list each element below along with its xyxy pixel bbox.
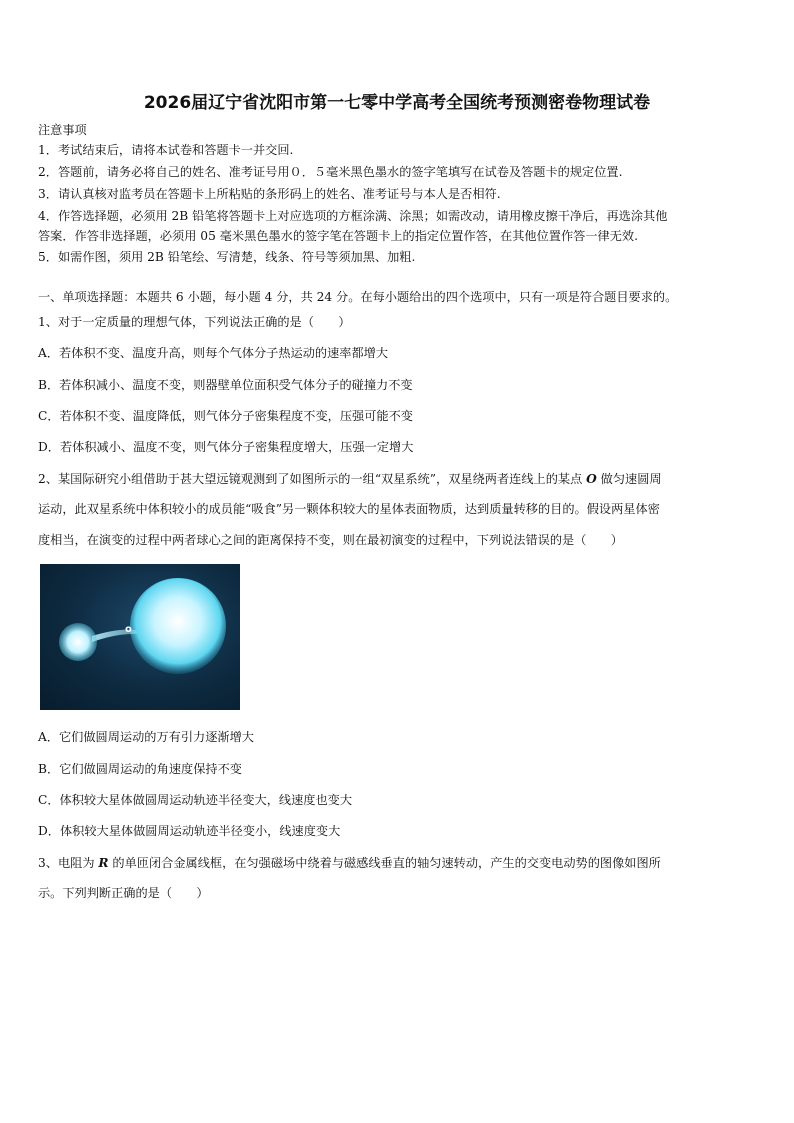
question-2-text: 2、某国际研究小组借助于甚大望远镜观测到了如图所示的一组“双星系统”，双星绕两者连线上的某点 bbox=[38, 472, 587, 486]
notice-item-1: 1．考试结束后，请将本试卷和答题卡一并交回. bbox=[38, 143, 294, 157]
notice-item-3: 3．请认真核对监考员在答题卡上所粘贴的条形码上的姓名、准考证号与本人是否相符. bbox=[38, 187, 501, 201]
small-star bbox=[59, 623, 97, 661]
point-o-variable: O bbox=[586, 472, 597, 486]
question-3-stem-line-2: 示。下列判断正确的是（ ） bbox=[38, 886, 209, 900]
notice-item-4-cont: 答案．作答非选择题，必须用 05 毫米黑色墨水的签字笔在答题卡上的指定位置作答，在其他位置作答一律无效. bbox=[38, 229, 638, 243]
question-2-option-a: A．它们做圆周运动的万有引力逐渐增大 bbox=[38, 730, 254, 744]
notice-item-2: 2．答题前，请务必将自己的姓名、准考证号用０．５毫米黑色墨水的签字笔填写在试卷及答题卡的规定位置. bbox=[38, 165, 623, 179]
question-2-option-c: C．体积较大星体做圆周运动轨迹半径变大，线速度也变大 bbox=[38, 793, 353, 807]
notice-heading: 注意事项 bbox=[38, 123, 87, 137]
question-2-stem-line-1 bbox=[38, 470, 662, 487]
question-3-text: 3、电阻为 bbox=[38, 856, 99, 870]
question-1-option-c: C．若体积不变、温度降低，则气体分子密集程度不变，压强可能不变 bbox=[38, 409, 413, 423]
binary-star-illustration bbox=[40, 564, 240, 710]
question-1-stem: 1、对于一定质量的理想气体，下列说法正确的是（ ） bbox=[38, 315, 351, 329]
question-3-text-cont: 的单匝闭合金属线框，在匀强磁场中绕着与磁感线垂直的轴匀速转动，产生的交变电动势的图像如图所 bbox=[108, 856, 661, 870]
question-2-option-b: B．它们做圆周运动的角速度保持不变 bbox=[38, 762, 242, 776]
question-2-text-cont: 做匀速圆周 bbox=[596, 472, 662, 486]
question-2-stem-line-3: 度相当，在演变的过程中两者球心之间的距离保持不变，则在最初演变的过程中，下列说法错误的是（ ） bbox=[38, 533, 623, 547]
notice-item-5: 5．如需作图，须用 2B 铅笔绘、写清楚，线条、符号等须加黑、加粗. bbox=[38, 250, 416, 264]
orbit-center-label: o bbox=[125, 624, 132, 635]
resistance-variable: R bbox=[98, 856, 109, 870]
question-1-option-a: A．若体积不变、温度升高，则每个气体分子热运动的速率都增大 bbox=[38, 346, 389, 360]
large-star bbox=[130, 578, 226, 674]
notice-item-4: 4．作答选择题，必须用 2B 铅笔将答题卡上对应选项的方框涂满、涂黑；如需改动，请用橡皮擦干净后，再选涂其他 bbox=[38, 209, 668, 223]
question-2-option-d: D．体积较大星体做圆周运动轨迹半径变小，线速度变大 bbox=[38, 824, 341, 838]
binary-star-figure bbox=[40, 564, 240, 710]
question-1-option-b: B．若体积减小、温度不变，则器壁单位面积受气体分子的碰撞力不变 bbox=[38, 378, 413, 392]
section-heading: 一、单项选择题：本题共 6 小题，每小题 4 分，共 24 分。在每小题给出的四个选项中，只有一项是符合题目要求的。 bbox=[38, 290, 678, 304]
page-title: 2026届辽宁省沈阳市第一七零中学高考全国统考预测密卷物理试卷 bbox=[143, 93, 651, 113]
question-2-stem-line-2: 运动，此双星系统中体积较小的成员能“吸食”另一颗体积较大的星体表面物质，达到质量转移的目的。假设两星体密 bbox=[38, 502, 660, 516]
question-3-stem-line-1 bbox=[38, 854, 661, 871]
question-1-option-d: D．若体积减小、温度不变，则气体分子密集程度增大，压强一定增大 bbox=[38, 440, 414, 454]
